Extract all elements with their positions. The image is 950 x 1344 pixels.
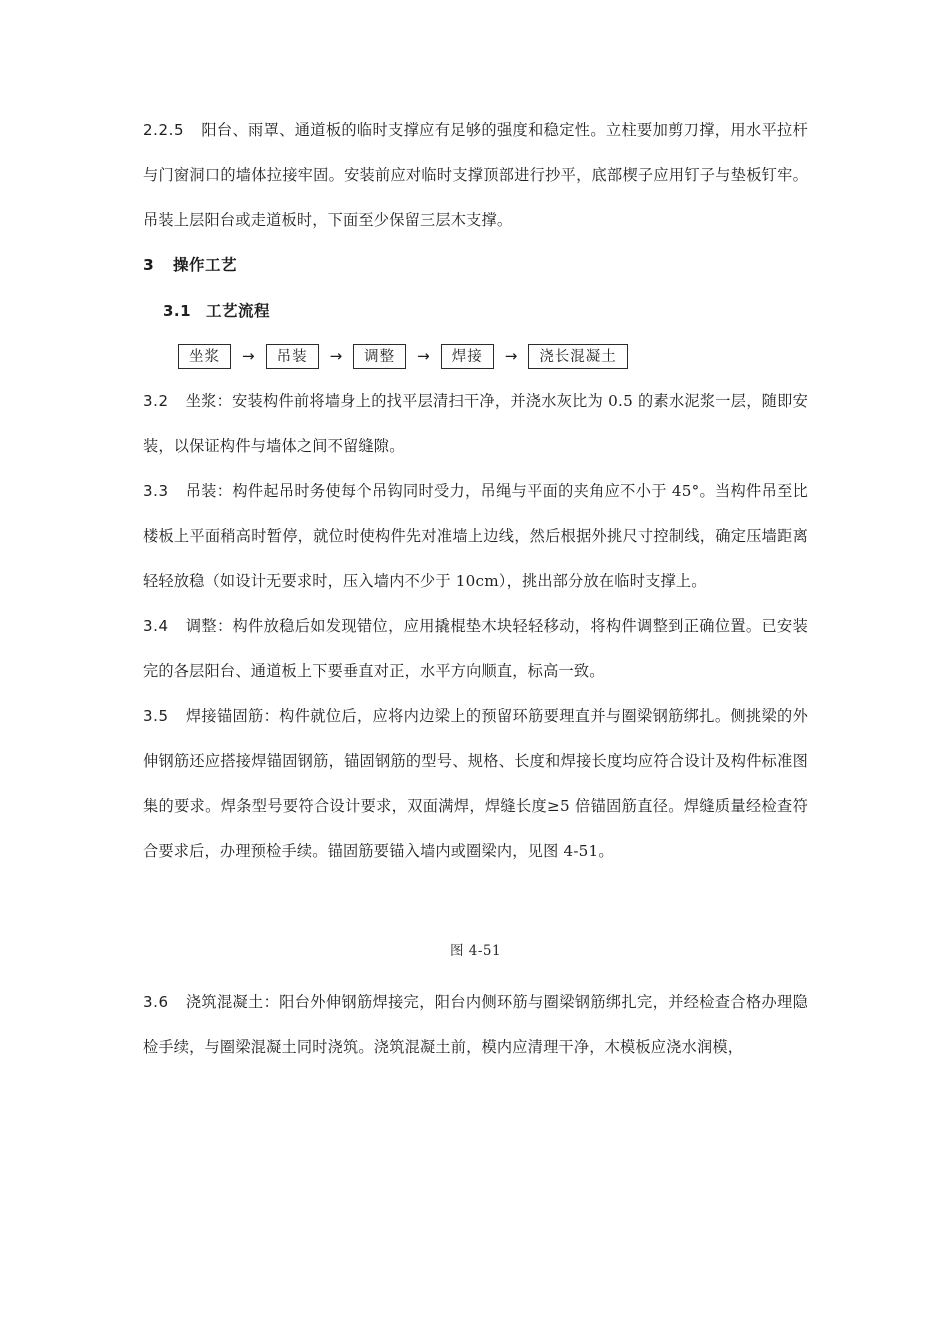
paragraph-3-3 [143, 469, 808, 604]
paragraph-number: 3.3 [143, 482, 169, 500]
flow-step-diaozhuang: 吊装 [266, 344, 319, 369]
paragraph-number: 3.2 [143, 392, 169, 410]
heading-section-3-1 [143, 288, 808, 334]
paragraph-number: 2.2.5 [143, 121, 185, 139]
flow-step-tiaozheng: 调整 [353, 344, 406, 369]
paragraph-text: 调整：构件放稳后如发现错位，应用撬棍垫木块轻轻移动，将构件调整到正确位置。已安装完的各层阳台、通道板上下要垂直对正，水平方向顺直，标高一致。 [143, 617, 808, 680]
paragraph-3-4 [143, 604, 808, 694]
flow-step-hanjie: 焊接 [441, 344, 494, 369]
subheading-number: 3.1 [163, 302, 192, 320]
heading-number: 3 [143, 256, 155, 274]
flow-arrow-icon: → [417, 347, 430, 365]
flow-step-zuojiang: 坐浆 [178, 344, 231, 369]
paragraph-3-5 [143, 694, 808, 874]
process-flowchart [143, 334, 808, 379]
figure-caption: 图 4-51 [449, 943, 502, 959]
figure-image-area [143, 874, 808, 936]
flow-arrow-icon: → [504, 347, 518, 365]
paragraph-number: 3.6 [143, 993, 169, 1011]
paragraph-text: 浇筑混凝土：阳台外伸钢筋焊接完，阳台内侧环筋与圈梁钢筋绑扎完，并经检查合格办理隐检手续，与圈梁混凝土同时浇筑。浇筑混凝土前，模内应清理干净，木模板应浇水润模， [143, 993, 808, 1056]
paragraph-3-6 [143, 980, 808, 1070]
paragraph-3-2 [143, 379, 808, 469]
paragraph-text: 坐浆：安装构件前将墙身上的找平层清扫干净，并浇水灰比为 0.5 的素水泥浆一层，随即安装，以保证构件与墙体之间不留缝隙。 [143, 392, 808, 455]
paragraph-2-2-5 [143, 108, 808, 243]
paragraph-number: 3.4 [143, 617, 169, 635]
paragraph-text: 吊装：构件起吊时务使每个吊钩同时受力，吊绳与平面的夹角应不小于 45°。当构件吊至比楼板上平面稍高时暂停，就位时使构件先对准墙上边线，然后根据外挑尺寸控制线，确定压墙距离轻轻放稳（如设计无要求时，压入墙内不少于 10cm），挑出部分放在临时支撑上。 [143, 482, 808, 590]
figure-caption-spacer [143, 966, 808, 980]
paragraph-text: 阳台、雨罩、通道板的临时支撑应有足够的强度和稳定性。立柱要加剪刀撑，用水平拉杆与门窗洞口的墙体拉接牢固。安装前应对临时支撑顶部进行抄平，底部楔子应用钉子与垫板钉牢。吊装上层阳台或走道板时，下面至少保留三层木支撑。 [143, 121, 808, 229]
flow-arrow-icon: → [242, 347, 255, 365]
heading-title: 操作工艺 [173, 256, 238, 274]
paragraph-text: 焊接锚固筋：构件就位后，应将内边梁上的预留环筋要理直并与圈梁钢筋绑扎。侧挑梁的外伸钢筋还应搭接焊锚固钢筋，锚固钢筋的型号、规格、长度和焊接长度均应符合设计及构件标准图集的要求。焊条型号要符合设计要求，双面满焊，焊缝长度≥5 倍锚固筋直径。焊缝质量经检查符合要求后，办理预检手续。锚固筋要锚入墙内或圈梁内，见图 4-51。 [143, 707, 808, 860]
subheading-title: 工艺流程 [206, 301, 271, 320]
heading-section-3 [143, 243, 808, 288]
flow-step-jiaochang-hunningtu: 浇长混凝土 [528, 344, 628, 369]
flow-arrow-icon: → [329, 347, 343, 365]
page-content [143, 108, 808, 1070]
paragraph-number: 3.5 [143, 707, 169, 725]
